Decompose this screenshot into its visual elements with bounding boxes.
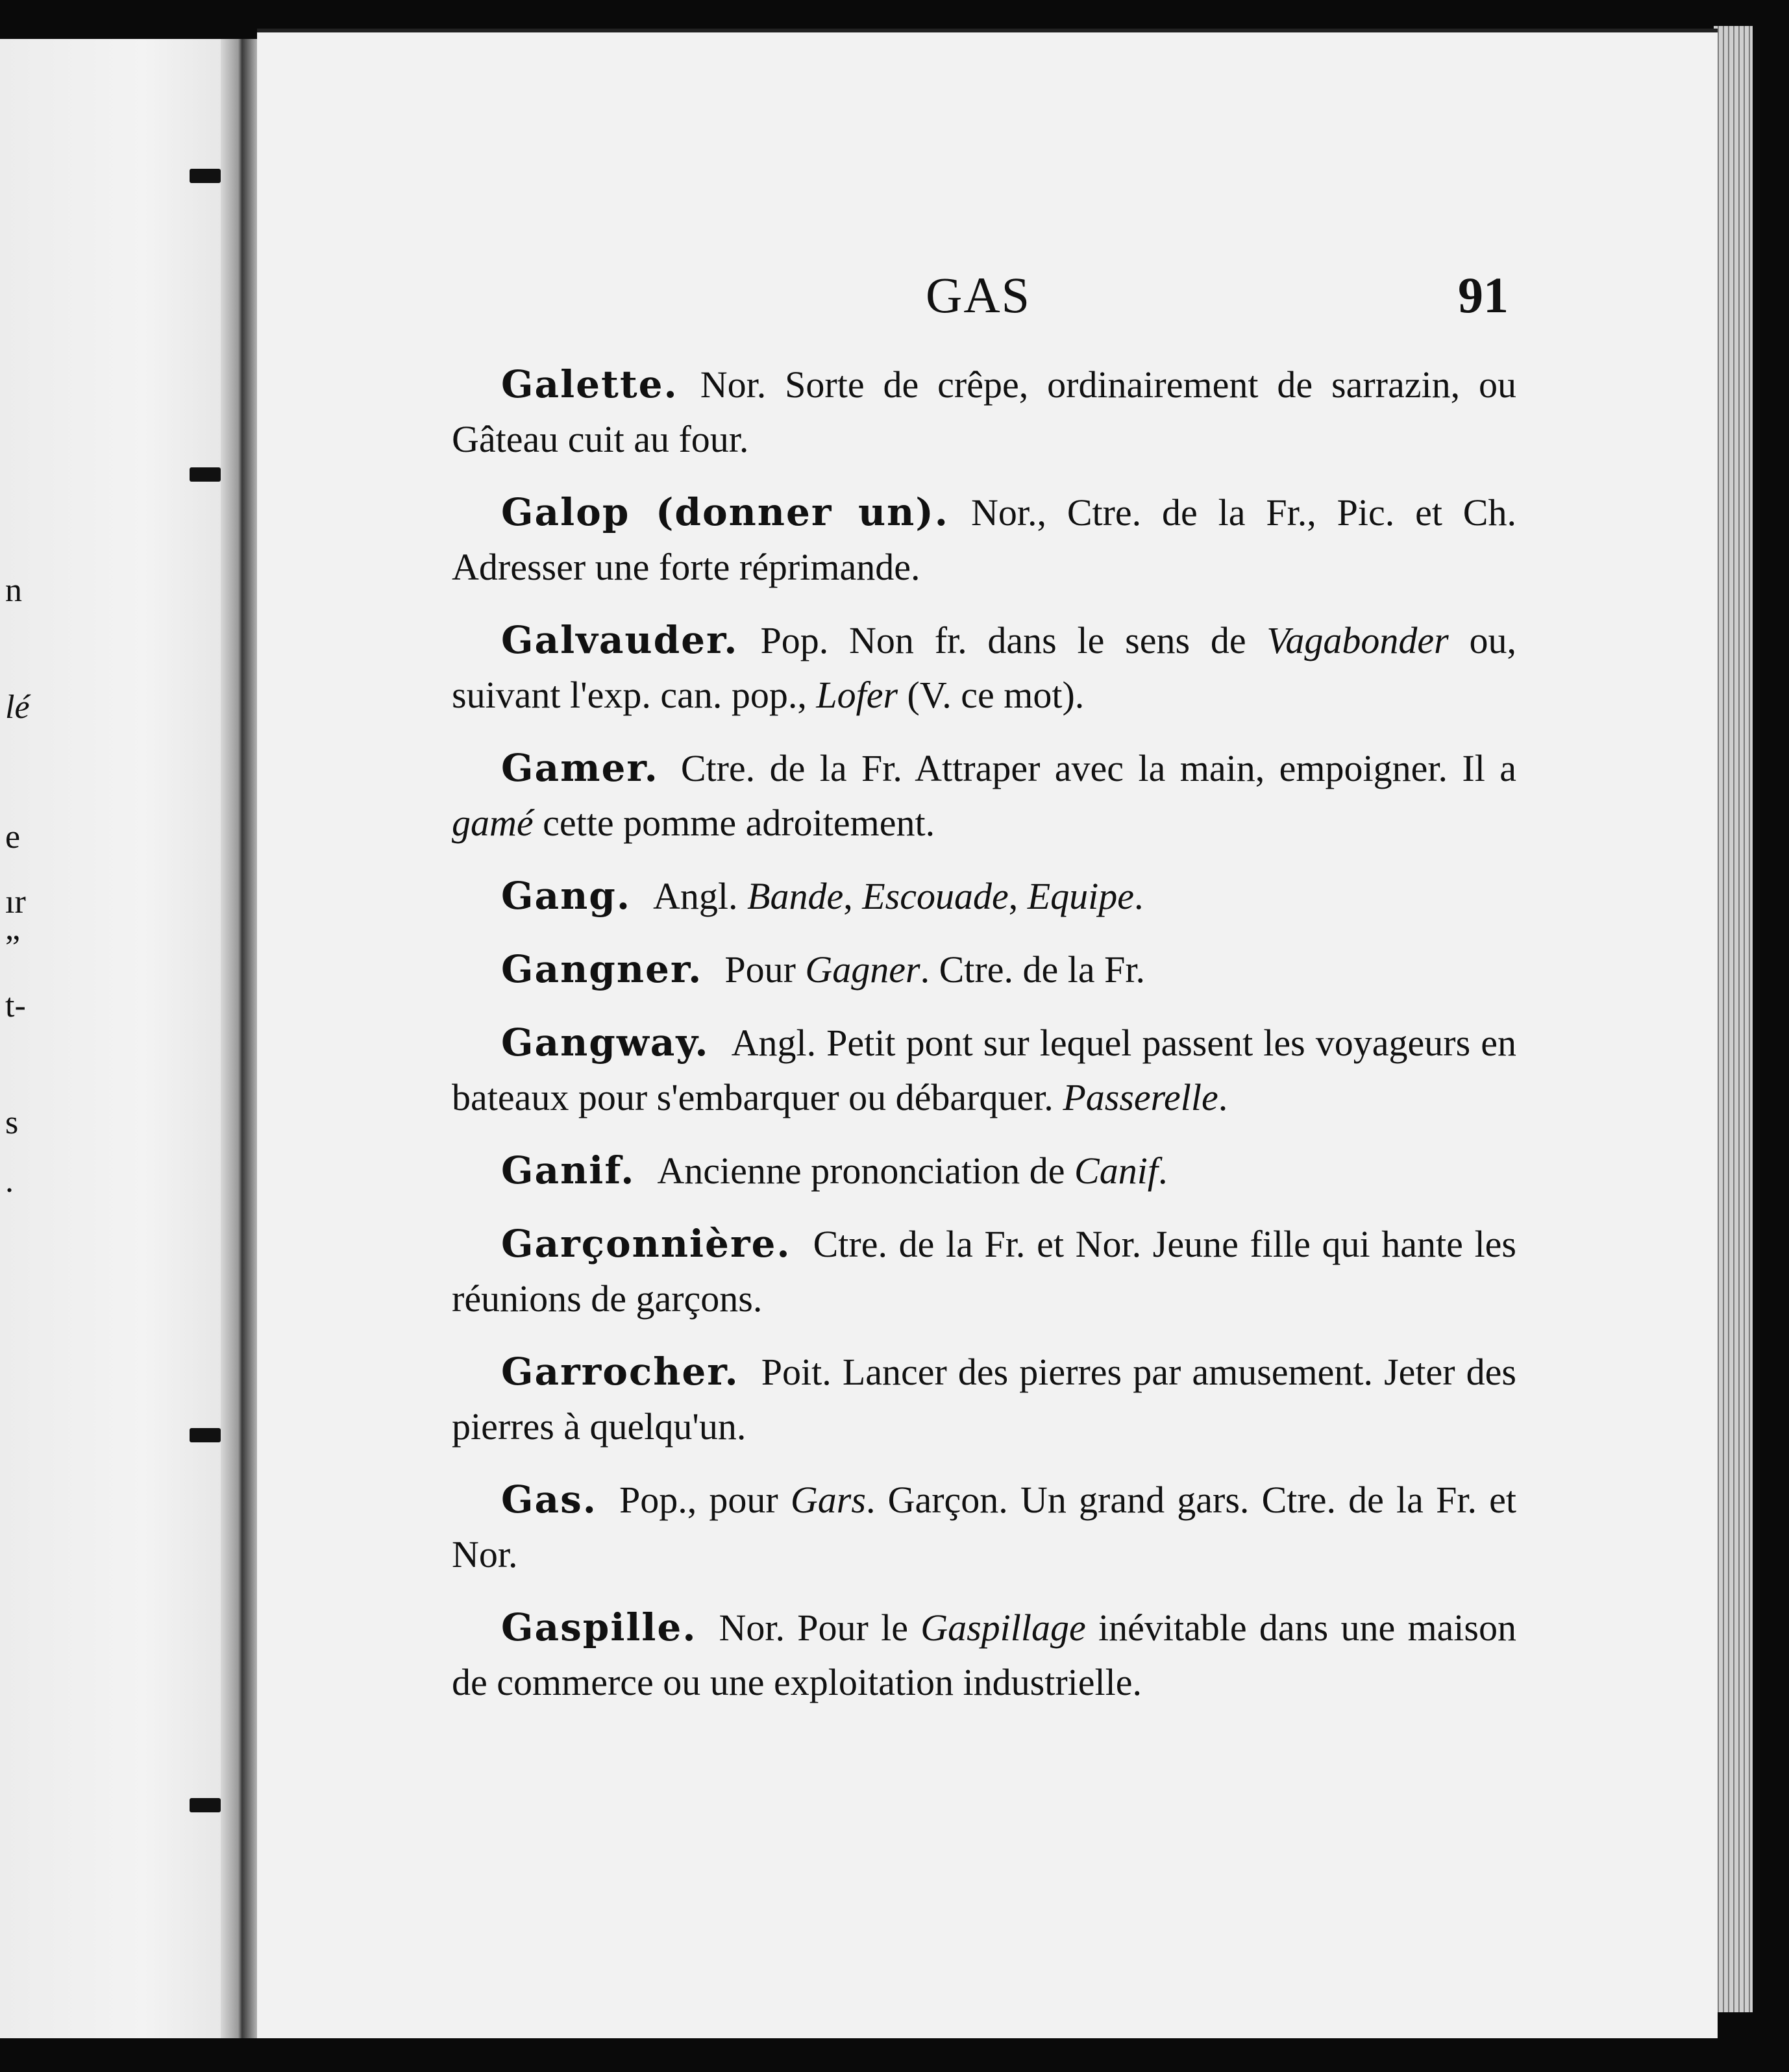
dictionary-entry [452,942,1516,997]
entry-italic-term: Escouade [862,875,1009,917]
binding-stitch [190,1798,221,1812]
entry-headword: Gangway. [501,1020,709,1065]
left-fragment: s [5,1104,19,1141]
dictionary-entry [452,1216,1516,1326]
entry-italic-term: Vagabonder [1266,619,1449,661]
entry-headword: Galop (donner un). [501,490,949,534]
dictionary-entry [452,1344,1516,1454]
entry-italic-term: Gagner [805,948,920,991]
left-fragment: e [5,819,21,856]
dictionary-page [257,29,1718,2038]
entry-definition-text: Pour [724,948,806,991]
entry-definition-text: Ctre. de la Fr. Attraper avec la main, empoigner. Il a [680,747,1516,789]
entry-headword: Ganif. [501,1148,635,1192]
left-fragment: n [5,572,22,609]
entry-headword: Gangner. [501,947,703,991]
left-fragment: lé [5,689,30,726]
left-fragment: . [5,1163,14,1200]
entry-headword: Gas. [501,1477,597,1522]
running-title: GAS [926,267,1031,323]
entry-definition-text: Poit. Lancer des pierres par amusement. Jeter des pierres à quelqu'un. [452,1351,1516,1448]
entry-definition-text: . Garçon. Un grand gars. Ctre. de la Fr. et Nor. [452,1479,1516,1575]
entry-definition-text: Angl. Petit pont sur lequel passent les voyageurs en bateaux pour s'embarquer ou débarquer. [452,1022,1516,1118]
left-fragment: ır [5,883,26,920]
entry-definition-text: Nor. Pour le [719,1607,921,1649]
book-spine [221,39,260,2038]
dictionary-entry [452,1015,1516,1125]
entry-definition-text: Pop., pour [619,1479,791,1521]
dictionary-entries [452,357,1516,1728]
left-fragment: ” [5,929,21,966]
entry-headword: Gang. [501,874,632,918]
dictionary-entry [452,741,1516,850]
entry-definition-text: . [1134,875,1144,917]
dictionary-entry [452,1472,1516,1582]
entry-definition-text: Nor., Ctre. de la Fr., Pic. et Ch. Adresser une forte réprimande. [452,491,1516,588]
binding-stitch [190,1428,221,1442]
entry-definition-text: Ancienne prononciation de [657,1150,1075,1192]
entry-headword: Garçonnière. [501,1222,791,1266]
page-number: 91 [1458,267,1509,323]
entry-definition-text: Pop. Non fr. dans le sens de [760,619,1267,661]
entry-definition-text: Angl. [653,875,748,917]
left-fragment: t- [5,987,26,1024]
entry-italic-term: Lofer [816,674,898,716]
binding-stitch [190,467,221,482]
left-facing-page [0,39,240,2038]
entry-italic-term: Canif [1074,1150,1158,1192]
entry-italic-term: Passerelle [1063,1076,1218,1118]
entry-definition-text: Nor. Sorte de crêpe, ordinairement de sarrazin, ou Gâteau cuit au four. [452,364,1516,460]
entry-headword: Galvauder. [501,618,739,662]
dictionary-entry [452,357,1516,467]
entry-italic-term: gamé [452,802,534,844]
entry-definition-text: . [1218,1076,1228,1118]
entry-definition-text: (V. ce mot). [898,674,1085,716]
entry-headword: Gamer. [501,746,659,790]
dictionary-entry [452,485,1516,595]
entry-definition-text: Ctre. de la Fr. et Nor. Jeune fille qui hante les réunions de garçons. [452,1223,1516,1320]
left-page-text-fragments [0,39,240,2038]
entry-italic-term: Bande [747,875,844,917]
entry-headword: Galette. [501,362,678,406]
entry-definition-text: , [843,875,863,917]
entry-italic-term: Gaspillage [920,1607,1086,1649]
entry-italic-term: Equipe [1027,875,1134,917]
entry-definition-text: inévitable dans une maison de commerce ou une exploitation industrielle. [452,1607,1516,1703]
dictionary-entry [452,1600,1516,1710]
entry-headword: Gaspille. [501,1605,697,1649]
entry-definition-text: ou, suivant l'exp. can. pop., [452,619,1517,716]
entry-headword: Garrocher. [501,1350,739,1394]
dictionary-entry [452,1143,1516,1198]
binding-stitch [190,169,221,183]
entry-definition-text: . Ctre. de la Fr. [920,948,1145,991]
entry-definition-text: cette pomme adroitement. [533,802,935,844]
entry-definition-text: , [1008,875,1028,917]
entry-italic-term: Gars [790,1479,866,1521]
entry-definition-text: . [1157,1150,1168,1192]
page-edges [1714,26,1753,2012]
dictionary-entry [452,869,1516,924]
dictionary-entry [452,613,1516,722]
